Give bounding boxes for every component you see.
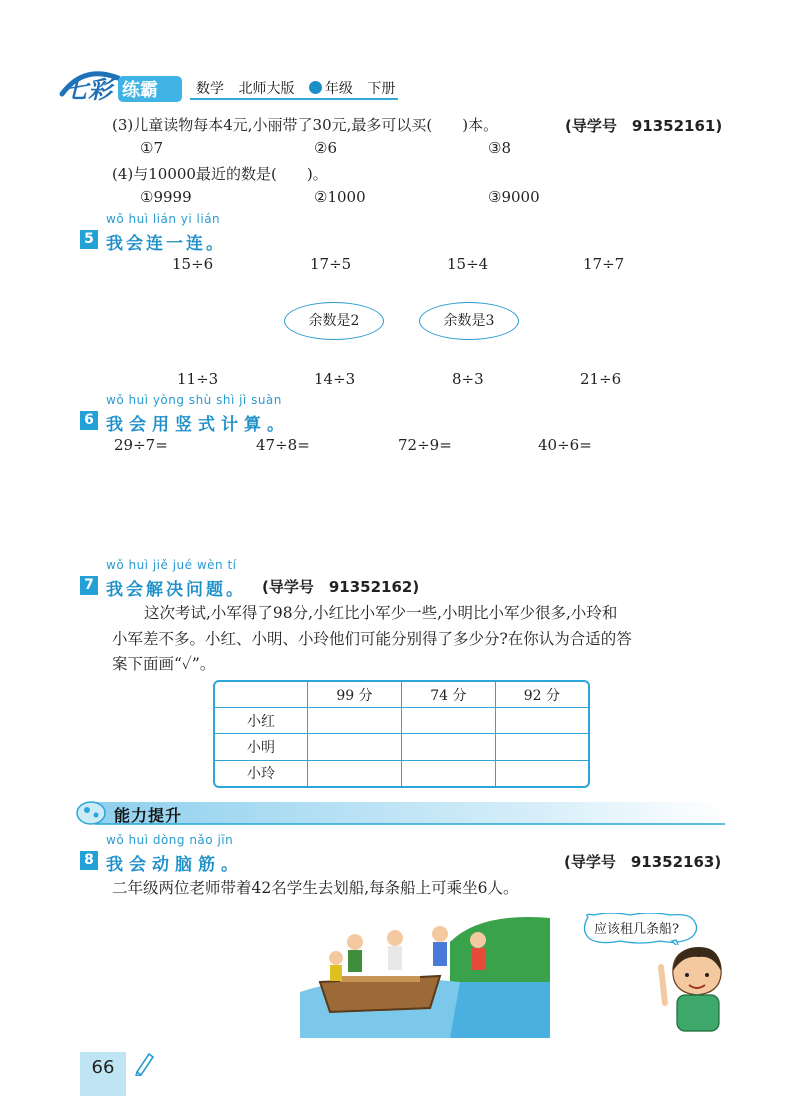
sec8-number: 8 <box>80 851 98 870</box>
svg-text:练霸: 练霸 <box>122 80 158 101</box>
sec5-title: 我会连一连。 <box>106 234 226 254</box>
question-3 <box>112 114 498 135</box>
sec7-para-line-3: 案下面画“✓”。 <box>112 655 216 673</box>
sec7-pinyin: wǒ huì jiě jué wèn tí <box>106 558 237 572</box>
grade-badge-icon <box>309 81 322 94</box>
header-term: 下册 <box>367 81 396 97</box>
answer-cell[interactable] <box>401 734 495 760</box>
pencil-icon <box>133 1050 155 1076</box>
header-rule <box>190 98 398 100</box>
question-4-stem-tail: )。 <box>306 165 328 183</box>
sec6-expr-4: 40÷6= <box>538 436 592 454</box>
question-3-option-2: ②6 <box>314 139 337 157</box>
sec6-number: 6 <box>80 411 98 430</box>
question-4-stem: (4)与10000最近的数是( <box>112 165 277 183</box>
question-4-option-3: ③9000 <box>488 188 540 206</box>
sec5-bottom-expr-2: 14÷3 <box>314 370 356 388</box>
sec6-expr-1: 29÷7= <box>114 436 168 454</box>
answer-cell[interactable] <box>401 760 495 786</box>
score-table <box>213 680 590 788</box>
question-4-option-1: ①9999 <box>140 188 192 206</box>
sec6-expr-3: 72÷9= <box>398 436 452 454</box>
speech-bubble-text: 应该租几条船? <box>594 922 679 937</box>
sec5-top-expr-4: 17÷7 <box>583 255 625 273</box>
sec5-bottom-expr-3: 8÷3 <box>452 370 484 388</box>
table-row-label: 小明 <box>215 734 308 760</box>
sec5-top-expr-3: 15÷4 <box>447 255 489 273</box>
header-info <box>196 78 405 98</box>
sec7-title: 我会解决问题。 <box>106 580 246 600</box>
header-grade: 年级 <box>324 81 353 97</box>
sec8-pinyin: wǒ huì dòng nǎo jīn <box>106 833 234 847</box>
ability-title: 能力提升 <box>114 806 183 825</box>
answer-cell[interactable] <box>495 760 588 786</box>
answer-cell[interactable] <box>401 708 495 734</box>
question-3-option-3: ③8 <box>488 139 511 157</box>
sec8-text: 二年级两位老师带着42名学生去划船,每条船上可乘坐6人。 <box>112 879 519 897</box>
page-number <box>80 1052 126 1096</box>
sec7-number: 7 <box>80 576 98 595</box>
sec7-guide: (导学号 91352162) <box>262 578 420 596</box>
sec5-number: 5 <box>80 230 98 249</box>
sec7-para-line-2: 小军差不多。小红、小明、小玲他们可能分别得了多少分?在你认为合适的答 <box>112 630 632 648</box>
boy-illustration <box>655 943 735 1035</box>
answer-cell[interactable] <box>495 734 588 760</box>
svg-text:七彩: 七彩 <box>64 76 112 104</box>
question-3-stem: (3)儿童读物每本4元,小丽带了30元,最多可以买( <box>112 116 433 134</box>
table-header-cell <box>215 682 308 708</box>
header-subject: 数学 <box>196 81 224 97</box>
oval-remainder-2: 余数是2 <box>284 302 384 340</box>
answer-cell[interactable] <box>308 760 402 786</box>
sec6-pinyin: wǒ huì yòng shù shì jì suàn <box>106 393 282 407</box>
sec5-top-expr-1: 15÷6 <box>172 255 214 273</box>
table-row <box>215 760 588 786</box>
question-3-guide: (导学号 91352161) <box>565 117 723 135</box>
question-3-stem-tail: )本。 <box>462 116 499 134</box>
sec6-expr-2: 47÷8= <box>256 436 310 454</box>
sec5-pinyin: wǒ huì lián yi lián <box>106 212 221 226</box>
sec7-para-line-1: 这次考试,小军得了98分,小红比小军少一些,小明比小军少很多,小玲和 <box>144 604 618 622</box>
sec5-bottom-expr-4: 21÷6 <box>580 370 622 388</box>
table-row-label: 小玲 <box>215 760 308 786</box>
sec6-title: 我会用竖式计算。 <box>106 415 290 435</box>
sec5-bottom-expr-1: 11÷3 <box>177 370 219 388</box>
answer-cell[interactable] <box>308 734 402 760</box>
answer-cell[interactable] <box>495 708 588 734</box>
boat-illustration <box>300 912 550 1038</box>
oval-remainder-3: 余数是3 <box>419 302 519 340</box>
table-header-row <box>215 682 588 708</box>
table-row <box>215 734 588 760</box>
table-row-label: 小红 <box>215 708 308 734</box>
page-number-text: 66 <box>91 1057 115 1078</box>
question-4-option-2: ②1000 <box>314 188 366 206</box>
header-edition: 北师大版 <box>238 81 295 97</box>
table-row <box>215 708 588 734</box>
table-header-cell: 99 分 <box>308 682 402 708</box>
table-header-cell: 92 分 <box>495 682 588 708</box>
answer-cell[interactable] <box>308 708 402 734</box>
sec8-guide: (导学号 91352163) <box>564 853 722 871</box>
question-3-option-1: ①7 <box>140 139 163 157</box>
question-4 <box>112 163 328 184</box>
table-header-cell: 74 分 <box>401 682 495 708</box>
sec8-title: 我会动脑筋。 <box>106 855 244 875</box>
sec5-top-expr-2: 17÷5 <box>310 255 352 273</box>
logo <box>58 64 188 108</box>
